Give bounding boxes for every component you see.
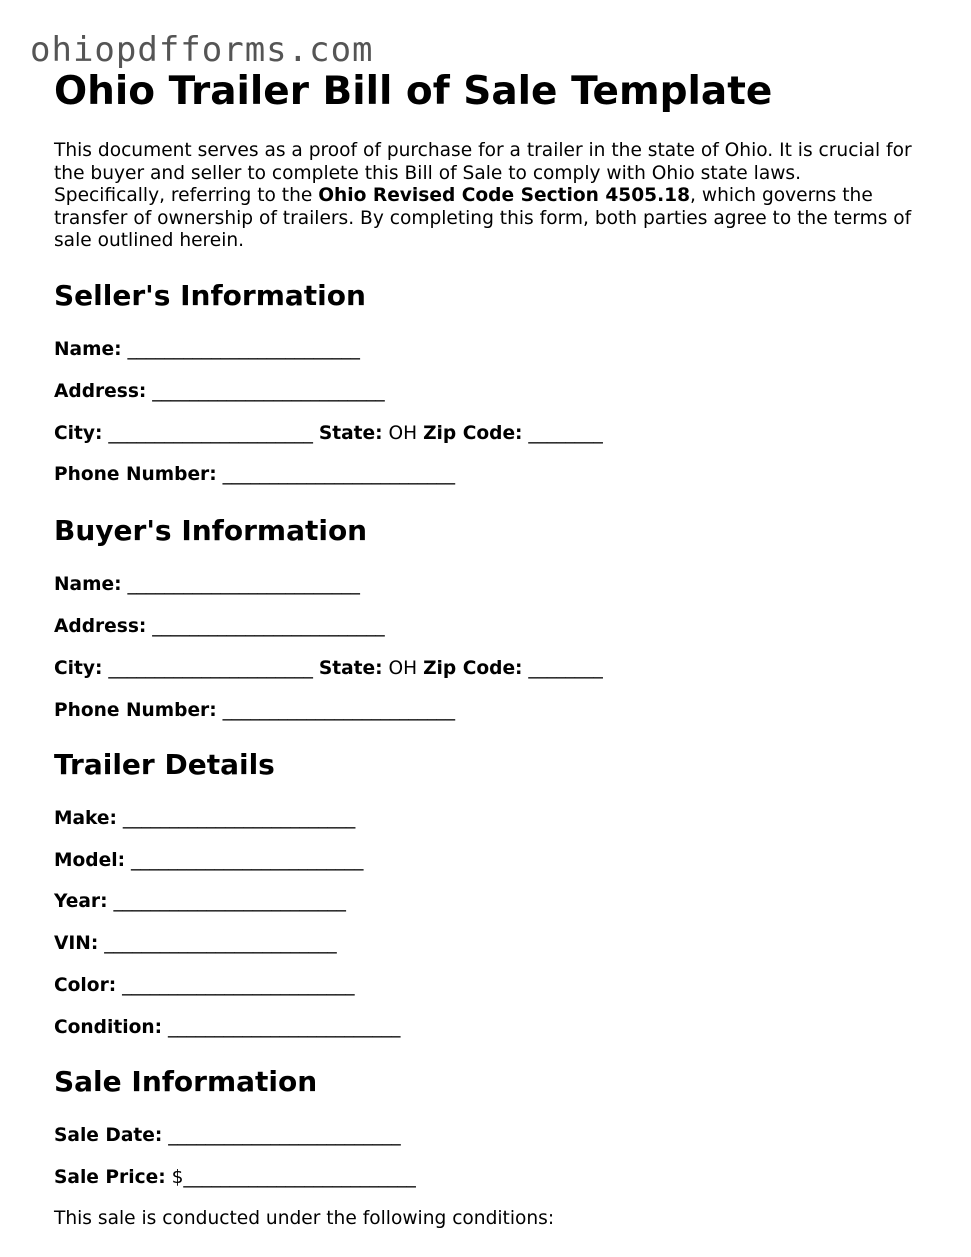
buyer-city-blank[interactable]: ______________________ — [108, 657, 313, 679]
seller-city-state-zip-row — [54, 423, 914, 445]
trailer-model-blank[interactable]: _________________________ — [130, 849, 364, 871]
seller-phone-label: Phone Number: — [54, 464, 217, 486]
intro-paragraph — [54, 140, 914, 253]
sale-date-field[interactable] — [54, 1125, 914, 1147]
trailer-vin-field[interactable] — [54, 933, 914, 955]
trailer-make-label: Make: — [54, 807, 117, 829]
trailer-condition-blank[interactable]: _________________________ — [167, 1016, 401, 1038]
seller-phone-field[interactable] — [54, 464, 914, 486]
seller-address-blank[interactable]: _________________________ — [152, 380, 385, 402]
buyer-state-value: OH — [388, 657, 418, 679]
buyer-city-label: City: — [54, 657, 103, 679]
buyer-zip-blank[interactable]: ________ — [528, 657, 603, 679]
trailer-model-label: Model: — [54, 849, 126, 871]
buyer-address-blank[interactable]: _________________________ — [152, 616, 385, 638]
sale-price-field[interactable] — [54, 1167, 914, 1189]
seller-zip-blank[interactable]: ________ — [528, 422, 603, 444]
sale-price-label: Sale Price: — [54, 1166, 166, 1188]
buyer-address-label: Address: — [54, 616, 147, 638]
seller-name-field[interactable] — [54, 339, 914, 361]
buyer-name-blank[interactable]: _________________________ — [127, 574, 360, 596]
buyer-phone-field[interactable] — [54, 700, 914, 722]
buyer-heading: Buyer's Information — [54, 514, 368, 548]
seller-phone-blank[interactable]: _________________________ — [222, 464, 456, 486]
seller-heading: Seller's Information — [54, 278, 366, 312]
trailer-year-label: Year: — [54, 891, 108, 913]
trailer-year-blank[interactable]: _________________________ — [113, 891, 346, 913]
seller-city-label: City: — [54, 422, 103, 444]
seller-state-value: OH — [388, 422, 418, 444]
buyer-name-field[interactable] — [54, 574, 914, 596]
trailer-year-field[interactable] — [54, 891, 914, 913]
seller-state-label: State: — [318, 422, 383, 444]
seller-zip-label: Zip Code: — [423, 422, 523, 444]
sale-date-label: Sale Date: — [54, 1124, 163, 1146]
page-title: Ohio Trailer Bill of Sale Template — [54, 69, 773, 114]
buyer-phone-blank[interactable]: _________________________ — [222, 699, 456, 721]
buyer-name-label: Name: — [54, 574, 122, 596]
buyer-state-label: State: — [318, 657, 383, 679]
watermark: ohiopdfforms.com — [30, 30, 374, 70]
trailer-color-label: Color: — [54, 974, 117, 996]
conditions-text: This sale is conducted under the following conditions: — [54, 1208, 555, 1230]
trailer-make-blank[interactable]: _________________________ — [122, 807, 356, 829]
seller-name-blank[interactable]: _________________________ — [127, 338, 360, 360]
trailer-condition-label: Condition: — [54, 1016, 163, 1038]
trailer-color-blank[interactable]: _________________________ — [122, 974, 355, 996]
trailer-vin-blank[interactable]: _________________________ — [104, 933, 337, 955]
buyer-zip-label: Zip Code: — [423, 657, 523, 679]
document — [54, 68, 914, 1249]
buyer-phone-label: Phone Number: — [54, 699, 217, 721]
seller-city-blank[interactable]: ______________________ — [108, 422, 313, 444]
trailer-model-field[interactable] — [54, 850, 914, 872]
sale-heading: Sale Information — [54, 1064, 318, 1098]
trailer-make-field[interactable] — [54, 808, 914, 830]
intro-text-2: , which governs the transfer of ownership of trailers. By completing this form, both parties agree to the terms of sale outlined herein. — [54, 185, 912, 252]
intro-text-1: This document serves as a proof of purchase for a trailer in the state of Ohio. It is crucial for the buyer and seller to complete this Bill of Sale to comply with Ohio state laws. Specifically, referring to the — [54, 140, 912, 207]
seller-address-field[interactable] — [54, 381, 914, 403]
trailer-vin-label: VIN: — [54, 933, 99, 955]
currency-symbol: $ — [171, 1166, 184, 1188]
sale-price-blank[interactable]: _________________________ — [183, 1166, 416, 1188]
trailer-condition-field[interactable] — [54, 1017, 914, 1039]
seller-address-label: Address: — [54, 380, 147, 402]
intro-code-reference: Ohio Revised Code Section 4505.18 — [318, 185, 691, 207]
buyer-address-field[interactable] — [54, 616, 914, 638]
trailer-heading: Trailer Details — [54, 747, 275, 781]
seller-name-label: Name: — [54, 338, 122, 360]
trailer-color-field[interactable] — [54, 975, 914, 997]
buyer-city-state-zip-row — [54, 658, 914, 680]
sale-date-blank[interactable]: _________________________ — [168, 1124, 401, 1146]
